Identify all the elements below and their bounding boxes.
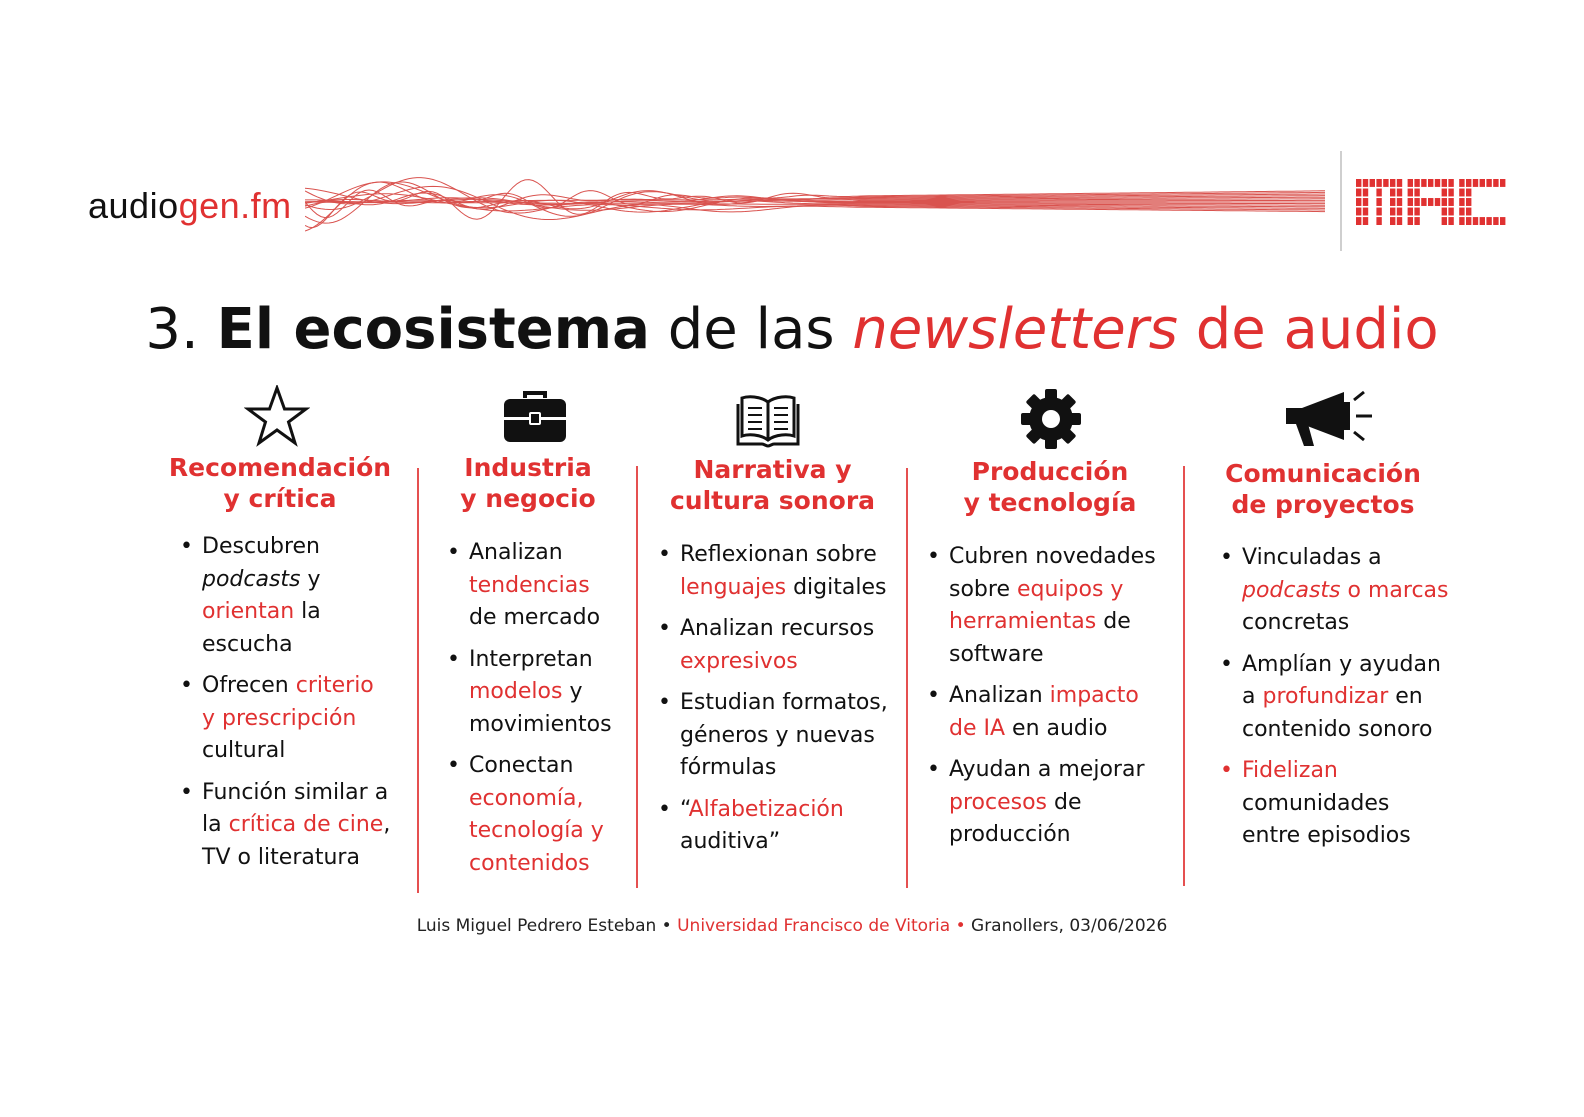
- logo-dot: [1414, 217, 1419, 225]
- logo-dot: [1397, 189, 1402, 197]
- column-list-comunicacion: [1220, 542, 1475, 862]
- column-list-recomendacion: [180, 531, 410, 883]
- logo-dot: [1480, 179, 1485, 187]
- column-title-narrativa: Narrativa y cultura sonora: [669, 455, 876, 515]
- logo-dot: [1442, 217, 1447, 225]
- gear-icon: [1019, 387, 1083, 456]
- logo-dot: [1390, 179, 1395, 187]
- logo-dot: [1356, 217, 1361, 225]
- logo-dot: [1466, 189, 1471, 197]
- list-item: • Analizan impacto de IA en audio: [927, 680, 1172, 745]
- logo-dot: [1356, 179, 1361, 187]
- logo-dot: [1459, 217, 1464, 225]
- column-title-industria: Industria y negocio: [460, 453, 596, 513]
- logo-dot: [1414, 179, 1419, 187]
- column-divider: [417, 468, 419, 893]
- logo-dot: [1428, 198, 1433, 206]
- logo-dot: [1408, 198, 1413, 206]
- logo-dot: [1376, 198, 1381, 206]
- logo-dot: [1421, 198, 1426, 206]
- logo-dot: [1500, 217, 1505, 225]
- list-item: • Estudian formatos, géneros y nuevas fórmulas: [658, 687, 898, 785]
- logo-dot: [1486, 217, 1491, 225]
- logo-dot: [1363, 198, 1368, 206]
- list-item: • Reflexionan sobre lenguajes digitales: [658, 539, 898, 604]
- logo-dot: [1435, 179, 1440, 187]
- logo-dot: [1397, 179, 1402, 187]
- column-list-industria: [447, 537, 632, 889]
- logo-dot: [1397, 208, 1402, 216]
- logo-dot: [1414, 189, 1419, 197]
- list-item: • Ayudan a mejorar procesos de producción: [927, 754, 1172, 852]
- logo-dot: [1459, 208, 1464, 216]
- column-divider: [636, 466, 638, 888]
- logo-dot: [1363, 189, 1368, 197]
- svg-text:MAC: MAC: [1356, 175, 1359, 176]
- logo-dot: [1466, 179, 1471, 187]
- sound-wave-graphic: [305, 155, 1325, 250]
- logo-dot: [1448, 179, 1453, 187]
- logo-dot: [1466, 198, 1471, 206]
- list-item: • Conectan economía, tecnología y contenidos: [447, 750, 632, 880]
- logo-dot: [1448, 198, 1453, 206]
- logo-dot: [1397, 198, 1402, 206]
- logo-dot: [1448, 189, 1453, 197]
- logo-dot: [1356, 208, 1361, 216]
- list-item: • Fidelizan comunidades entre episodios: [1220, 755, 1475, 853]
- list-item: • “Alfabetización auditiva”: [658, 794, 898, 859]
- column-divider: [906, 468, 908, 888]
- logo-dot: [1408, 208, 1413, 216]
- logo-dot: [1480, 217, 1485, 225]
- list-item: • Descubren podcasts y orientan la escucha: [180, 531, 410, 661]
- logo-dot: [1363, 217, 1368, 225]
- column-list-produccion: [927, 541, 1172, 861]
- logo-dot: [1376, 217, 1381, 225]
- briefcase-icon: [502, 390, 568, 449]
- column-title-recomendacion: Recomendación y crítica: [168, 453, 392, 513]
- page-title: 3. El ecosistema de las newsletters de audio: [145, 297, 1439, 362]
- logo-dot: [1376, 189, 1381, 197]
- column-divider: [1183, 466, 1185, 886]
- list-item: • Vinculadas a podcasts o marcas concretas: [1220, 542, 1475, 640]
- list-item: • Ofrecen criterio y prescripción cultural: [180, 670, 410, 768]
- logo-dot: [1442, 208, 1447, 216]
- logo-dot: [1370, 179, 1375, 187]
- logo-dot: [1408, 179, 1413, 187]
- logo-dot: [1459, 198, 1464, 206]
- book-icon: [736, 392, 800, 453]
- column-title-comunicacion: Comunicación de proyectos: [1225, 459, 1421, 519]
- list-item: • Interpretan modelos y movimientos: [447, 644, 632, 742]
- logo-dot: [1466, 217, 1471, 225]
- logo-dot: [1428, 179, 1433, 187]
- logo-dot: [1459, 189, 1464, 197]
- logo-dot: [1473, 217, 1478, 225]
- star-icon: [244, 385, 310, 452]
- logo-dot: [1442, 198, 1447, 206]
- footer-credits: Luis Miguel Pedrero Esteban • Universidad Francisco de Vitoria • Granollers, 03/06/2026: [416, 916, 1168, 936]
- logo-dot: [1390, 217, 1395, 225]
- logo-dot: [1448, 208, 1453, 216]
- logo-dot: [1376, 179, 1381, 187]
- logo-dot: [1435, 198, 1440, 206]
- list-item: • Analizan recursos expresivos: [658, 613, 898, 678]
- logo-dot: [1363, 208, 1368, 216]
- logo-dot: [1414, 198, 1419, 206]
- logo-dot: [1500, 179, 1505, 187]
- logo-dot: [1493, 179, 1498, 187]
- logo-dot: [1390, 208, 1395, 216]
- logo-dot: [1390, 198, 1395, 206]
- audiogen-logo: audiogen.fm: [88, 185, 292, 226]
- column-title-produccion: Producción y tecnología: [963, 457, 1137, 517]
- mac-logo: [1356, 175, 1506, 230]
- logo-dot: [1486, 179, 1491, 187]
- logo-dot: [1466, 208, 1471, 216]
- logo-dot: [1356, 198, 1361, 206]
- header-divider: [1340, 151, 1342, 251]
- logo-dot: [1408, 189, 1413, 197]
- logo-dot: [1376, 208, 1381, 216]
- logo-dot: [1442, 179, 1447, 187]
- column-list-narrativa: [658, 539, 898, 868]
- list-item: • Cubren novedades sobre equipos y herramientas de software: [927, 541, 1172, 671]
- logo-dot: [1442, 189, 1447, 197]
- logo-dot: [1414, 208, 1419, 216]
- megaphone-icon: [1282, 388, 1374, 453]
- logo-dot: [1390, 189, 1395, 197]
- logo-dot: [1356, 189, 1361, 197]
- logo-dot: [1363, 179, 1368, 187]
- logo-dot: [1397, 217, 1402, 225]
- logo-dot: [1421, 179, 1426, 187]
- logo-dot: [1459, 179, 1464, 187]
- header-banner: [0, 145, 1584, 260]
- logo-dot: [1408, 217, 1413, 225]
- list-item: • Analizan tendencias de mercado: [447, 537, 632, 635]
- logo-dot: [1383, 179, 1388, 187]
- list-item: • Función similar a la crítica de cine, TV o literatura: [180, 777, 410, 875]
- logo-dot: [1473, 179, 1478, 187]
- logo-dot: [1448, 217, 1453, 225]
- logo-dot: [1493, 217, 1498, 225]
- list-item: • Amplían y ayudan a profundizar en contenido sonoro: [1220, 649, 1475, 747]
